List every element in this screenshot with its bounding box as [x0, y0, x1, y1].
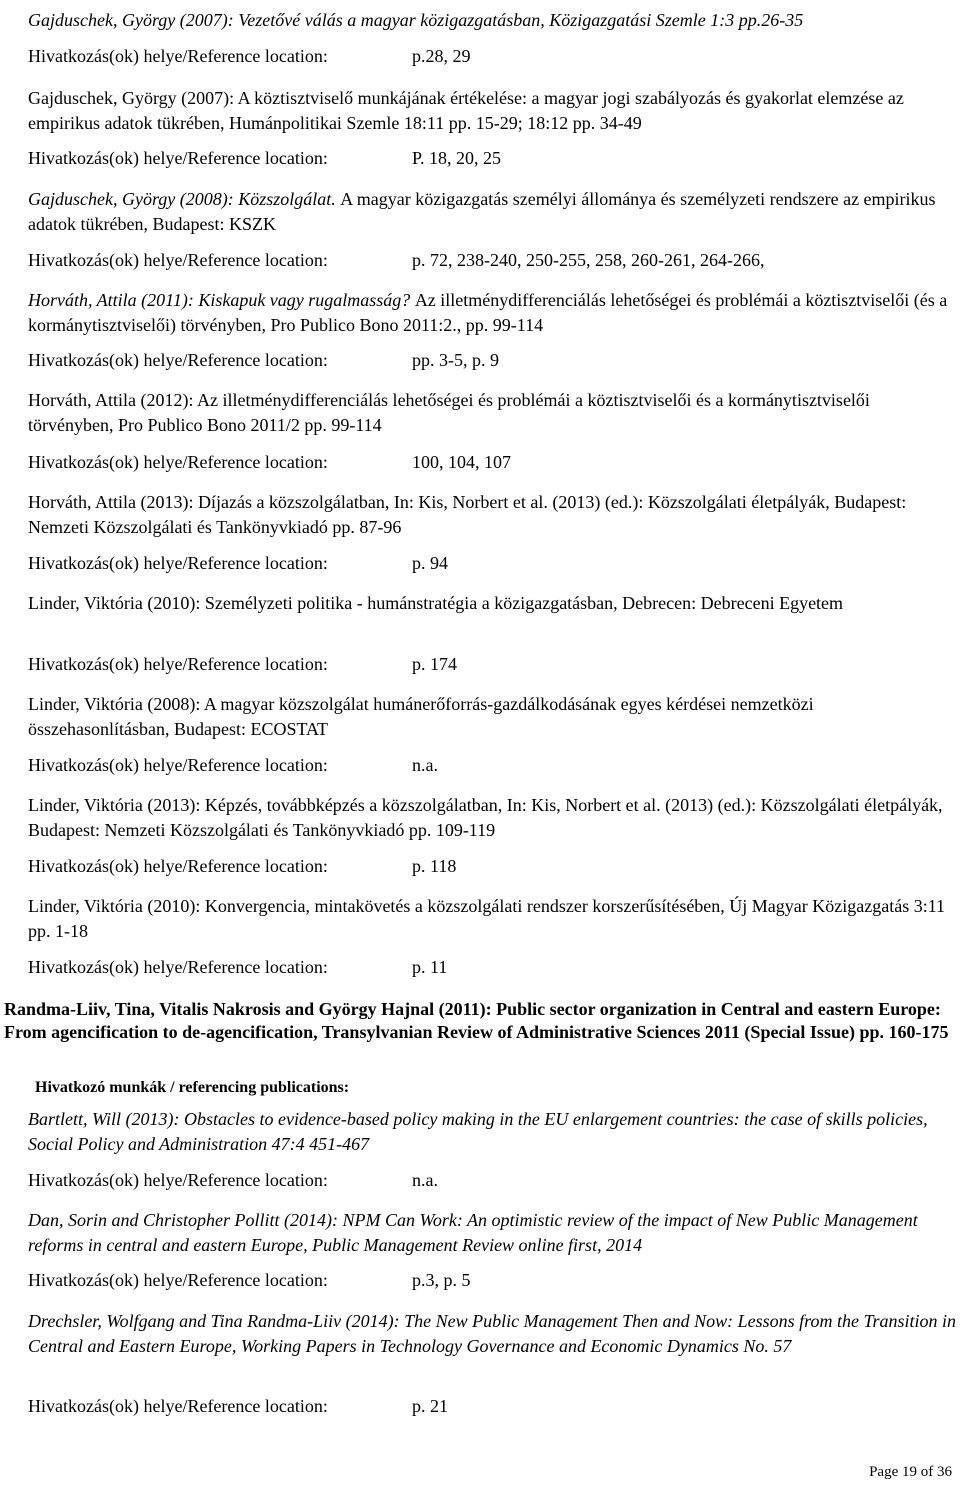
reference-location — [28, 551, 448, 575]
reference-value: p.3, p. 5 — [412, 1270, 471, 1290]
reference-value: p.28, 29 — [412, 46, 471, 66]
reference-label: Hivatkozás(ok) helye/Reference location: — [28, 957, 328, 977]
citation — [28, 692, 956, 741]
citation-text: Dan, Sorin and Christopher Pollitt (2014): NPM Can Work: An optimistic review of the impact of New Public Management reforms in central and eastern Europe, Public Management Review online first, 2014 — [28, 1210, 918, 1255]
reference-label: Hivatkozás(ok) helye/Reference location: — [28, 452, 328, 472]
reference-value: P. 18, 20, 25 — [412, 148, 502, 168]
citation — [28, 86, 956, 135]
reference-value: pp. 3-5, p. 9 — [412, 350, 499, 370]
citation-text: Bartlett, Will (2013): Obstacles to evidence-based policy making in the EU enlargement countries: the case of skills policies, Social Policy and Administration 47:4 451-467 — [28, 1109, 928, 1154]
citation-title: A magyar közigazgatás személyi állománya és személyzeti rendszere az empirikus adatok tükrében, Budapest: KSZK — [28, 189, 936, 234]
citation — [28, 8, 956, 33]
citation — [28, 187, 956, 236]
citation-text: Drechsler, Wolfgang and Tina Randma-Liiv (2014): The New Public Management Then and Now: Lessons from the Transition in Central and Eastern Europe, Working Papers in Technology Governance and Economic Dynamics No. 57 — [28, 1311, 956, 1356]
reference-value: p. 21 — [412, 1396, 448, 1416]
reference-location — [28, 1168, 438, 1192]
citation — [28, 1309, 956, 1358]
reference-label: Hivatkozás(ok) helye/Reference location: — [28, 250, 328, 270]
reference-location — [28, 44, 471, 68]
reference-location — [28, 854, 456, 878]
reference-location — [28, 248, 764, 272]
citation — [28, 793, 956, 842]
citation-text: Gajduschek, György (2007): A köztisztviselő munkájának értékelése: a magyar jogi szabályozás és gyakorlat elemzése az empirikus adatok tükrében, Humánpolitikai Szemle 18:11 pp. 15-29; 18:12 pp. 34-49 — [28, 88, 904, 133]
citation-text: Linder, Viktória (2010): Konvergencia, mintakövetés a közszolgálati rendszer korszerűsítésében, Új Magyar Közigazgatás 3:11 pp. 1-18 — [28, 896, 946, 941]
citation-text: Gajduschek, György (2007): Vezetővé válás a magyar közigazgatásban, Közigazgatási Szemle 1:3 pp.26-35 — [28, 10, 804, 30]
reference-location — [28, 1394, 448, 1418]
reference-value: n.a. — [412, 755, 438, 775]
reference-label: Hivatkozás(ok) helye/Reference location: — [28, 1396, 328, 1416]
referencing-publications-heading: Hivatkozó munkák / referencing publications: — [35, 1079, 350, 1096]
reference-value: p. 11 — [412, 957, 448, 977]
reference-label: Hivatkozás(ok) helye/Reference location: — [28, 148, 328, 168]
reference-location — [28, 450, 511, 474]
citation-author: Horváth, Attila (2011): Kiskapuk vagy rugalmasság? — [28, 290, 415, 310]
citation-text: Linder, Viktória (2013): Képzés, továbbképzés a közszolgálatban, In: Kis, Norbert et al. (2013) (ed.): Közszolgálati életpályák, Budapest: Nemzeti Közszolgálati és Tankönyvkiadó pp. 109-119 — [28, 795, 943, 840]
citation — [28, 490, 956, 539]
reference-label: Hivatkozás(ok) helye/Reference location: — [28, 350, 328, 370]
reference-location — [28, 348, 499, 372]
citation — [28, 894, 956, 943]
reference-label: Hivatkozás(ok) helye/Reference location: — [28, 1270, 328, 1290]
reference-label: Hivatkozás(ok) helye/Reference location: — [28, 755, 328, 775]
reference-label: Hivatkozás(ok) helye/Reference location: — [28, 553, 328, 573]
reference-value: p. 118 — [412, 856, 457, 876]
reference-location — [28, 753, 438, 777]
reference-value: n.a. — [412, 1170, 438, 1190]
citation — [28, 1107, 956, 1156]
citation-title: Az illetménydifferenciálás lehetőségei és problémái a köztisztviselői (és a kormánytisztviselői) törvényben, Pro Publico Bono 2011:2., pp. 99-114 — [28, 290, 948, 335]
publication-title: Randma-Liiv, Tina, Vitalis Nakrosis and György Hajnal (2011): Public sector organization in Central and eastern Europe: From agencification to de-agencification, Transylvanian Review of Administrative Sciences 2011 (Special Issue) pp. 160-175 — [4, 999, 949, 1042]
reference-value: 100, 104, 107 — [412, 452, 511, 472]
reference-label: Hivatkozás(ok) helye/Reference location: — [28, 654, 328, 674]
reference-location — [28, 1268, 471, 1292]
citation — [28, 288, 956, 337]
reference-location — [28, 955, 447, 979]
citation-text: Linder, Viktória (2008): A magyar közszolgálat humánerőforrás-gazdálkodásának egyes kérdései nemzetközi összehasonlításban, Budapest: ECOSTAT — [28, 694, 814, 739]
reference-value: p. 94 — [412, 553, 448, 573]
reference-value: p. 72, 238-240, 250-255, 258, 260-261, 264-266, — [412, 250, 765, 270]
citation-text: Horváth, Attila (2012): Az illetménydifferenciálás lehetőségei és problémái a köztisztviselői és a kormánytisztviselői törvényben, Pro Publico Bono 2011/2 pp. 99-114 — [28, 390, 870, 435]
citation-text: Linder, Viktória (2010): Személyzeti politika - humánstratégia a közigazgatásban, Debrecen: Debreceni Egyetem — [28, 593, 844, 613]
reference-label: Hivatkozás(ok) helye/Reference location: — [28, 856, 328, 876]
reference-location — [28, 652, 457, 676]
citation-text: Horváth, Attila (2013): Díjazás a közszolgálatban, In: Kis, Norbert et al. (2013) (ed.): Közszolgálati életpályák, Budapest: Nemzeti Közszolgálati és Tankönyvkiadó pp. 87-96 — [28, 492, 907, 537]
reference-label: Hivatkozás(ok) helye/Reference location: — [28, 1170, 328, 1190]
reference-value: p. 174 — [412, 654, 457, 674]
citation — [28, 1208, 956, 1257]
citation-author: Gajduschek, György (2008): Közszolgálat. — [28, 189, 341, 209]
citation — [28, 388, 956, 437]
reference-location — [28, 146, 501, 170]
reference-label: Hivatkozás(ok) helye/Reference location: — [28, 46, 328, 66]
citation — [28, 591, 956, 616]
page-number: Page 19 of 36 — [869, 1464, 952, 1480]
